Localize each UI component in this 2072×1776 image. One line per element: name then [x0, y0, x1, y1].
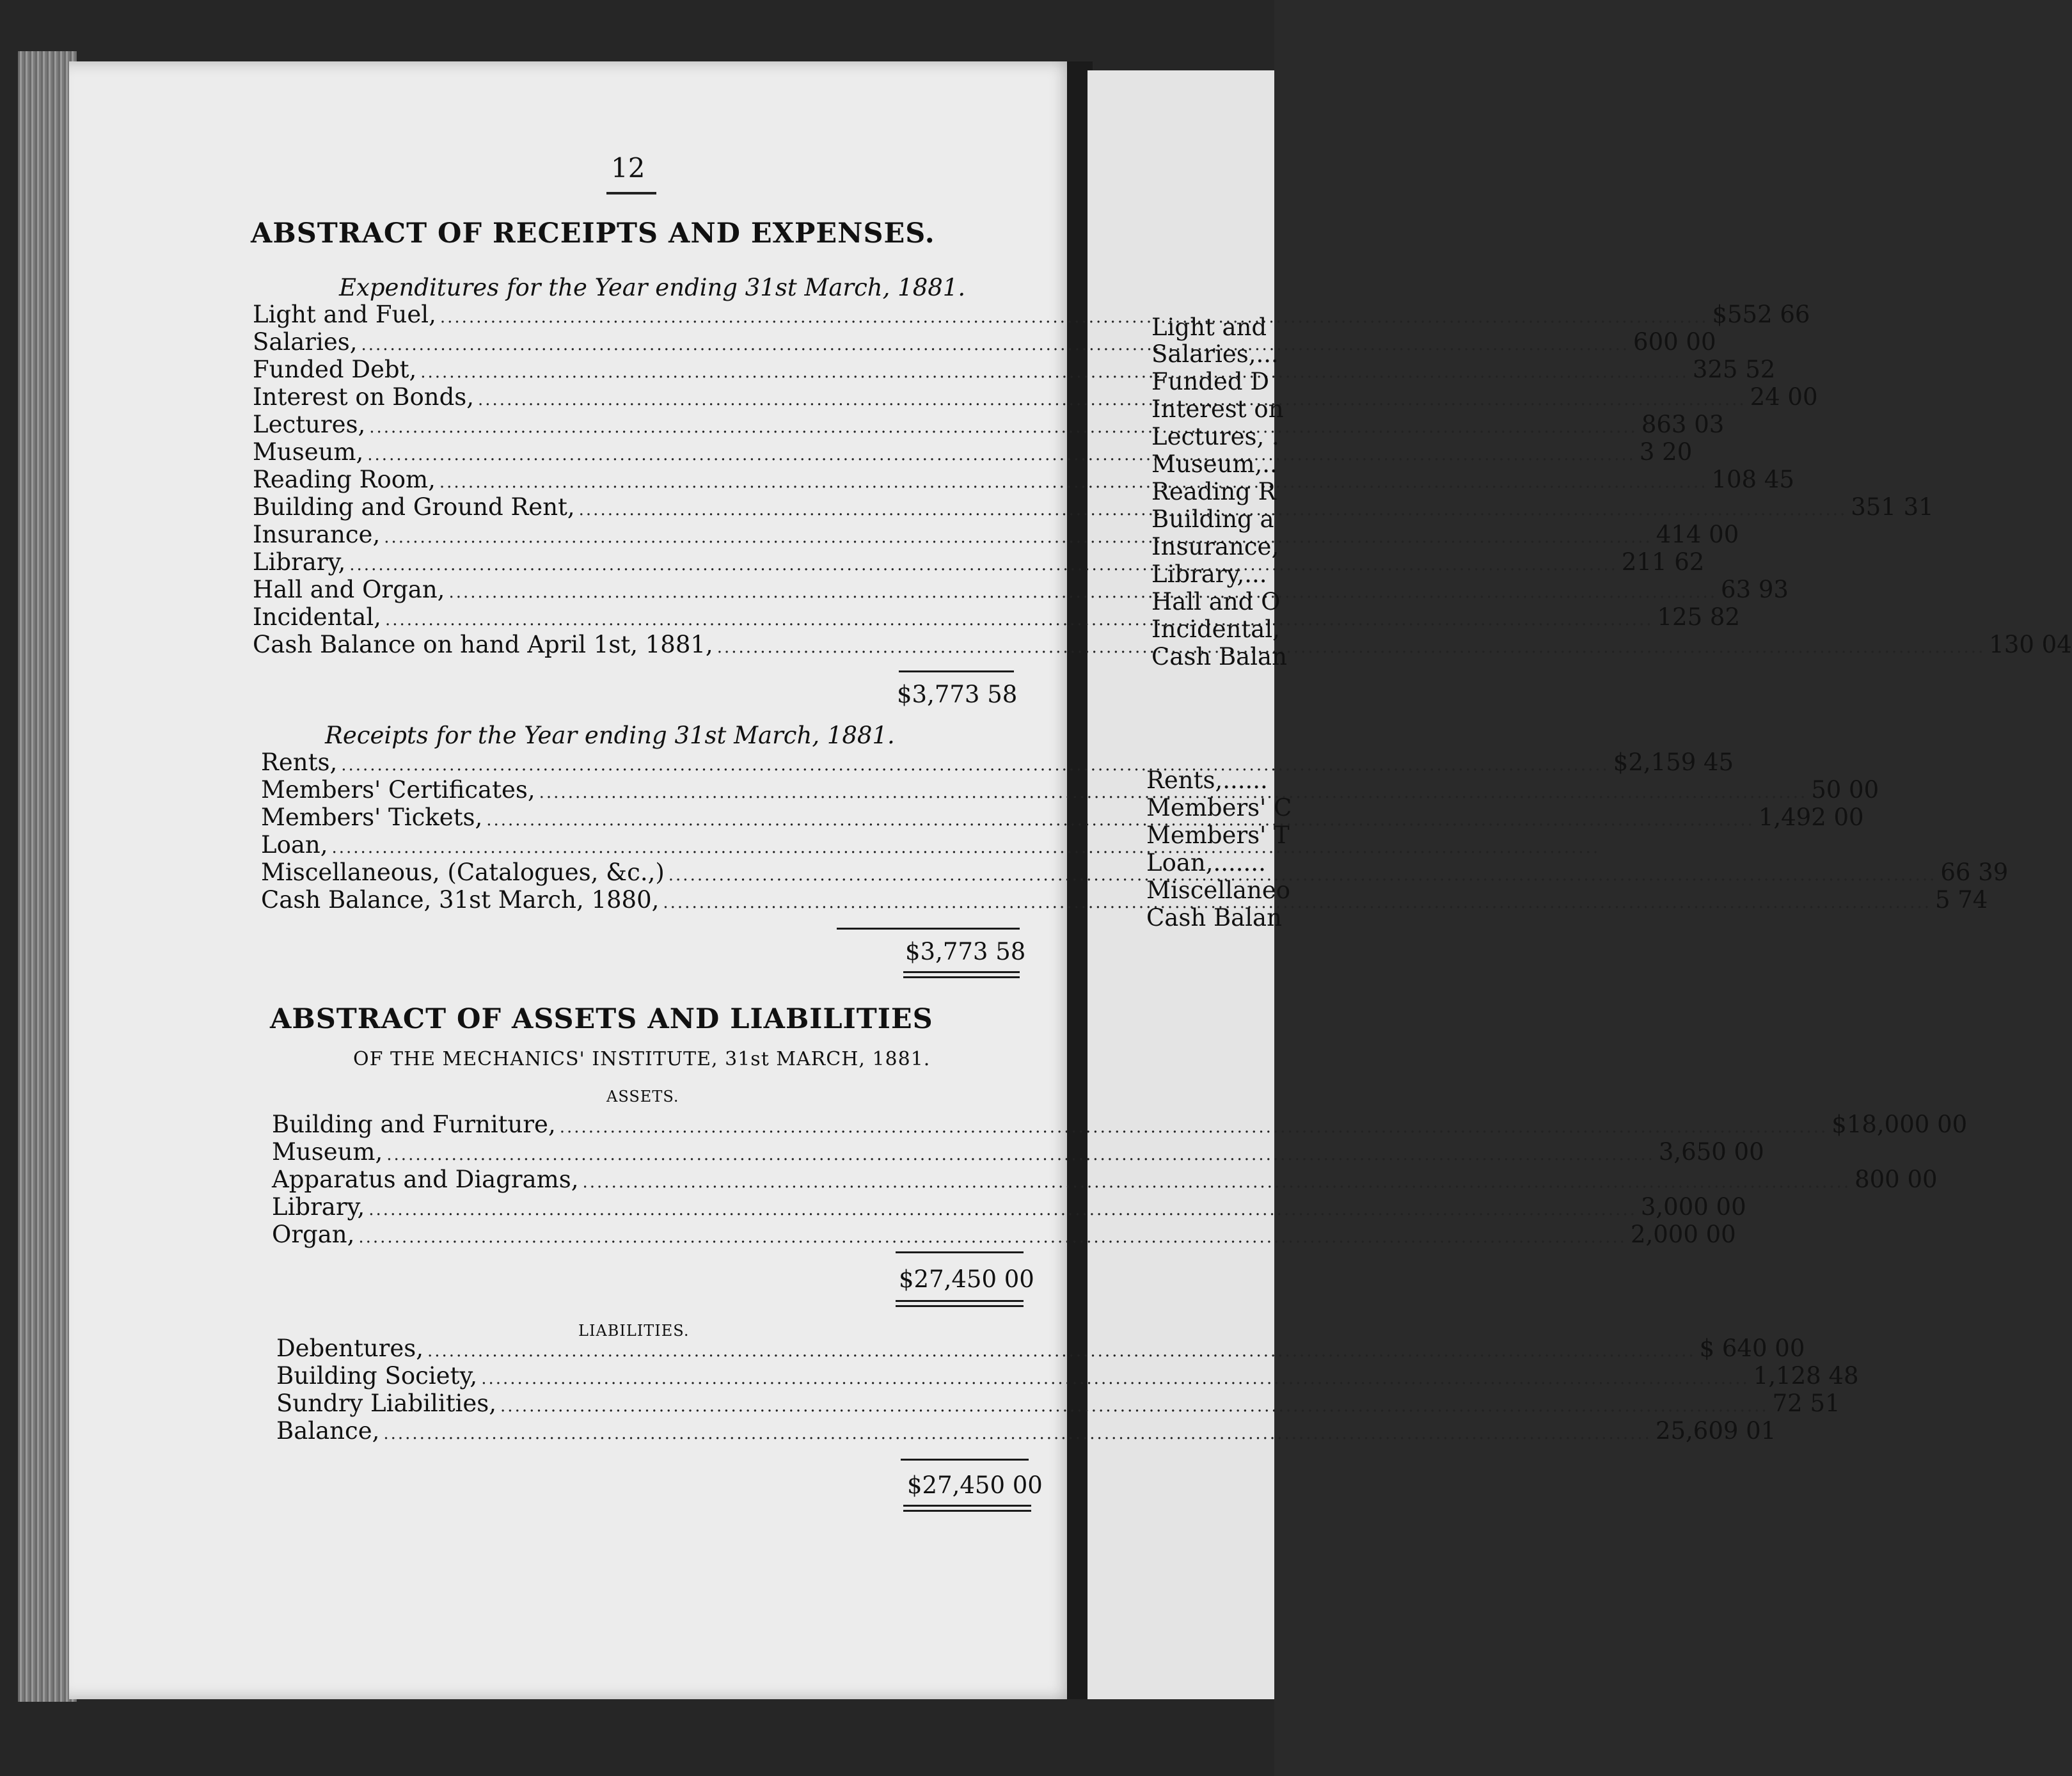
row-label: Museum, — [253, 438, 364, 466]
asset-row — [272, 1221, 1736, 1249]
exp-row — [253, 411, 1725, 439]
row-amount: 1,128 48 — [1753, 1362, 1859, 1390]
rec-row — [261, 831, 911, 859]
assets-total: $27,450 00 — [899, 1265, 1034, 1293]
right-page-fragment: Hall and O — [1151, 588, 1281, 615]
row-amount: 25,609 01 — [1655, 1417, 1776, 1445]
row-amount: 125 82 — [1657, 603, 1740, 631]
right-page-fragment: Funded D — [1151, 368, 1270, 395]
row-amount: 72 51 — [1772, 1390, 1840, 1417]
liabilities-title: LIABILITIES. — [578, 1322, 690, 1340]
row-label: Building Society, — [276, 1362, 478, 1390]
right-page-fragment: Light and — [1151, 313, 1267, 341]
leader-dots — [440, 303, 1709, 331]
leader-dots — [427, 1337, 1696, 1365]
leader-dots — [367, 441, 1636, 469]
right-page-fragment: Interest on — [1151, 395, 1284, 423]
assets-liabilities-heading: ABSTRACT OF ASSETS AND LIABILITIES — [270, 1003, 933, 1035]
exp-row — [253, 576, 1789, 604]
asset-row — [272, 1193, 1746, 1221]
right-page-fragment: Building a — [1151, 505, 1274, 533]
right-page-fragment: Library,... — [1151, 560, 1267, 588]
right-page-fragment: Cash Balan — [1146, 904, 1282, 932]
right-page-fragment: Museum,.. — [1151, 450, 1277, 478]
receipts-total-double-rule-1 — [903, 971, 1020, 973]
row-label: Building and Ground Rent, — [253, 493, 575, 521]
right-page-fragment: Incidental, — [1151, 615, 1280, 643]
liab-row — [276, 1362, 1859, 1390]
row-label: Funded Debt, — [253, 356, 417, 383]
row-label: Incidental, — [253, 603, 381, 631]
asset-row — [272, 1166, 1938, 1194]
exp-row — [253, 328, 1716, 356]
liabilities-total-double-rule-2 — [903, 1510, 1031, 1512]
row-label: Museum, — [272, 1138, 383, 1166]
right-page-fragment: Lectures, . — [1151, 423, 1279, 450]
row-label: Miscellaneous, (Catalogues, &c.,) — [261, 859, 665, 886]
row-label: Rents, — [261, 749, 338, 776]
exp-row — [253, 383, 1818, 411]
right-page-fragment: Cash Balan — [1151, 643, 1287, 670]
receipts-heading — [325, 722, 895, 749]
page-number: 12 — [611, 152, 645, 184]
row-amount: 130 04 — [1989, 631, 2072, 658]
row-label: Hall and Organ, — [253, 576, 445, 603]
row-amount: 108 45 — [1711, 466, 1794, 493]
asset-row — [272, 1111, 1968, 1139]
row-amount: 3,650 00 — [1658, 1138, 1764, 1166]
leader-dots — [500, 1392, 1769, 1420]
row-amount: 5 74 — [1934, 886, 1988, 914]
row-amount: 414 00 — [1656, 521, 1739, 548]
row-amount: 325 52 — [1692, 356, 1776, 383]
leader-dots — [368, 1196, 1637, 1224]
row-label: Building and Furniture, — [272, 1111, 556, 1138]
row-amount: 351 31 — [1851, 493, 1934, 521]
leader-dots — [717, 633, 1986, 662]
receipts-heading-text: Receipts for the Year ending — [325, 722, 667, 749]
row-label: Library, — [253, 548, 346, 576]
row-label: Organ, — [272, 1221, 355, 1248]
row-label: Members' Tickets, — [261, 804, 483, 831]
row-amount: 3,000 00 — [1640, 1193, 1746, 1221]
right-page-fragment: Insurance, — [1151, 533, 1279, 560]
leader-dots — [383, 1420, 1652, 1448]
row-amount: $18,000 00 — [1831, 1111, 1968, 1138]
exp-row — [253, 356, 1776, 384]
leader-dots — [478, 386, 1746, 414]
liabilities-total-rule — [901, 1459, 1029, 1461]
row-label: Interest on Bonds, — [253, 383, 475, 411]
row-amount: 63 93 — [1721, 576, 1789, 603]
expenditures-total: $3,773 58 — [897, 681, 1018, 708]
leader-dots — [560, 1113, 1828, 1141]
row-amount: 3 20 — [1639, 438, 1693, 466]
row-label: Loan, — [261, 831, 328, 859]
leader-dots — [486, 806, 1755, 834]
exp-row — [253, 603, 1740, 631]
rec-row — [261, 749, 1734, 777]
leader-dots — [439, 468, 1708, 496]
leader-dots — [663, 889, 1931, 917]
row-amount: 863 03 — [1641, 411, 1725, 438]
leader-dots — [361, 331, 1629, 359]
row-amount: 50 00 — [1811, 776, 1879, 804]
exp-row — [253, 301, 1810, 329]
leader-dots — [384, 523, 1652, 551]
liab-row — [276, 1335, 1805, 1363]
right-page-fragment: Members' T — [1146, 821, 1290, 849]
row-amount: $552 66 — [1712, 301, 1810, 328]
right-page-fragment: Reading R — [1151, 478, 1276, 505]
liabilities-total-double-rule-1 — [903, 1505, 1031, 1507]
leader-dots — [420, 358, 1689, 386]
row-label: Balance, — [276, 1417, 380, 1445]
page-number-rule — [606, 192, 656, 194]
exp-row — [253, 466, 1794, 494]
row-label: Cash Balance, 31st March, 1880, — [261, 886, 660, 914]
row-label: Sundry Liabilities, — [276, 1390, 497, 1417]
leader-dots — [358, 1223, 1627, 1251]
leader-dots — [332, 834, 1601, 862]
exp-row — [253, 493, 1934, 521]
row-amount: 800 00 — [1855, 1166, 1938, 1193]
row-amount: 1,492 00 — [1758, 804, 1864, 831]
assets-total-double-rule-2 — [896, 1305, 1024, 1307]
expenditures-total-rule — [899, 670, 1014, 672]
assets-total-double-rule-1 — [896, 1300, 1024, 1302]
receipts-heading-date: 31st March, 1881. — [674, 722, 895, 749]
row-amount: 600 00 — [1633, 328, 1716, 356]
row-label: Light and Fuel, — [253, 301, 436, 328]
leader-dots — [386, 1141, 1655, 1169]
book-page-edges — [18, 51, 77, 1702]
row-label: Debentures, — [276, 1335, 424, 1362]
exp-row — [253, 521, 1739, 549]
receipts-total-rule — [837, 928, 1020, 930]
leader-dots — [448, 578, 1717, 607]
leader-dots — [481, 1365, 1750, 1393]
row-label: Members' Certificates, — [261, 776, 535, 804]
exp-row — [253, 438, 1693, 466]
leader-dots — [369, 413, 1638, 441]
row-amount: $2,159 45 — [1613, 749, 1734, 776]
row-label: Reading Room, — [253, 466, 436, 493]
leader-dots — [385, 606, 1654, 634]
expenditures-heading — [339, 274, 965, 301]
right-page-fragment: Loan,....... — [1146, 849, 1266, 876]
row-label: Salaries, — [253, 328, 358, 356]
liab-row — [276, 1417, 1776, 1445]
receipts-total-double-rule-2 — [903, 976, 1020, 978]
exp-row — [253, 631, 2072, 659]
row-label: Library, — [272, 1193, 365, 1221]
leader-dots — [341, 751, 1609, 779]
row-label: Insurance, — [253, 521, 381, 548]
assets-total-rule — [896, 1251, 1024, 1253]
liabilities-total: $27,450 00 — [907, 1471, 1043, 1499]
assets-liabilities-subheading: OF THE MECHANICS' INSTITUTE, 31st MARCH, 1881. — [353, 1048, 931, 1070]
row-label: Lectures, — [253, 411, 366, 438]
exp-row — [253, 548, 1705, 576]
leader-dots — [349, 551, 1618, 579]
row-label: Cash Balance on hand April 1st, 1881, — [253, 631, 713, 658]
leader-dots — [583, 1168, 1851, 1196]
receipts-expenses-heading: ABSTRACT OF RECEIPTS AND EXPENSES. — [251, 218, 935, 250]
assets-title: ASSETS. — [606, 1088, 679, 1106]
row-amount: 66 39 — [1940, 859, 2009, 886]
expenditures-heading-text: Expenditures for the Year ending — [339, 274, 738, 301]
row-amount: 24 00 — [1750, 383, 1818, 411]
right-page-fragment: Salaries,... — [1151, 340, 1279, 368]
receipts-total: $3,773 58 — [905, 938, 1026, 965]
leader-dots — [668, 861, 1937, 889]
right-page-fragment: Members' C — [1146, 794, 1292, 821]
right-page-fragment: Miscellaneo — [1146, 876, 1291, 904]
liab-row — [276, 1390, 1840, 1418]
row-amount: 2,000 00 — [1630, 1221, 1736, 1248]
row-amount: 211 62 — [1621, 548, 1705, 576]
row-amount: $ 640 00 — [1699, 1335, 1805, 1362]
asset-row — [272, 1138, 1764, 1166]
expenditures-heading-date: 31st March, 1881. — [745, 274, 966, 301]
row-label: Apparatus and Diagrams, — [272, 1166, 579, 1193]
right-page-fragment: Rents,...... — [1146, 766, 1268, 794]
